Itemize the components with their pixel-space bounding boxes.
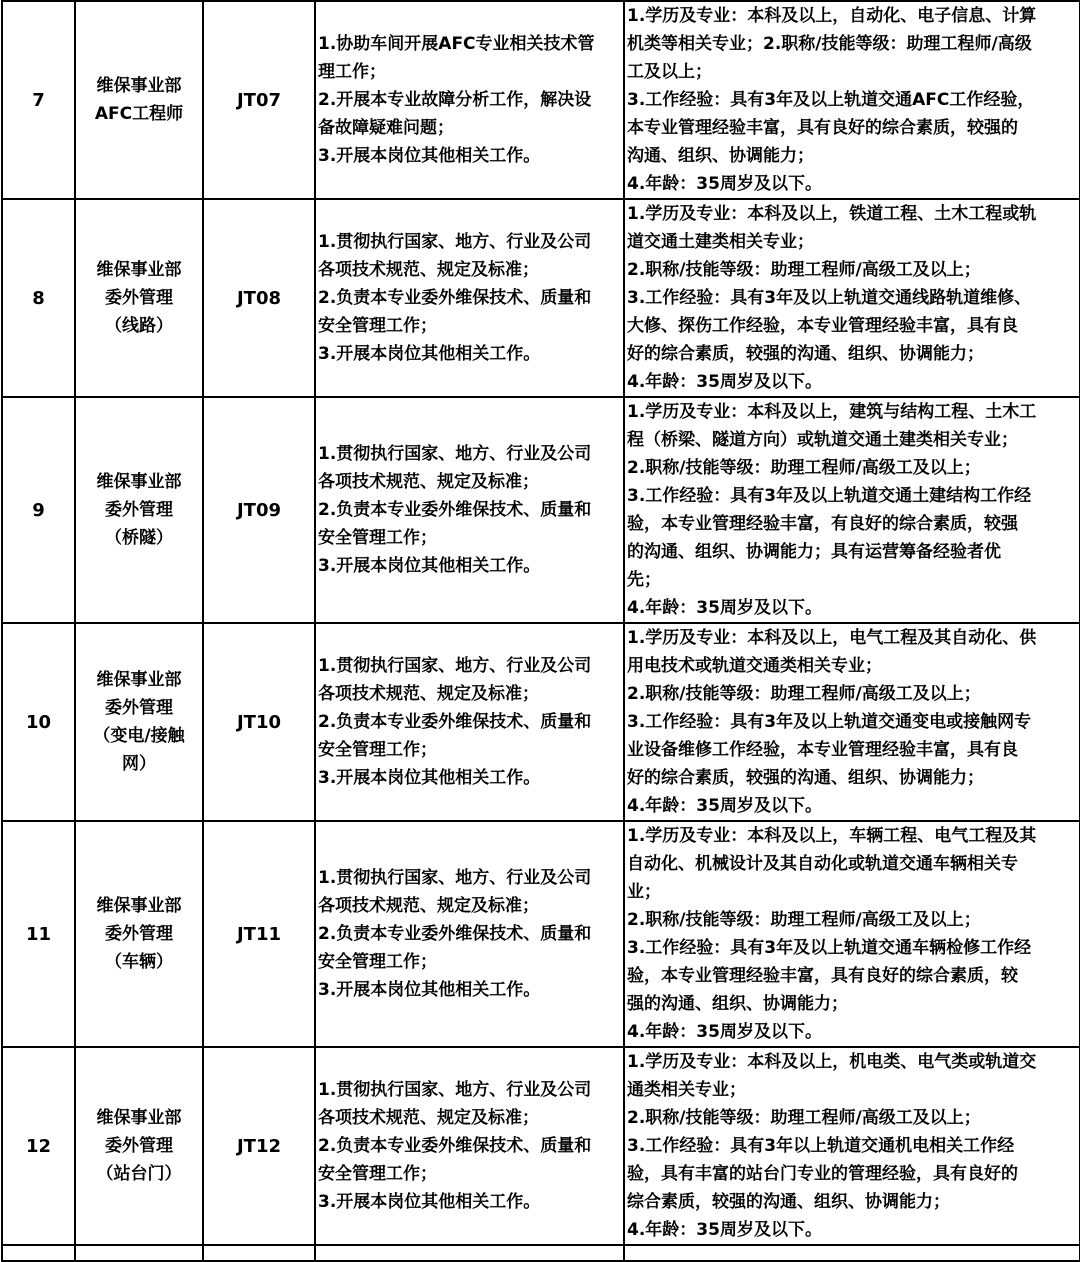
- requirement-line: 1.学历及专业：本科及以上，建筑与结构工程、土木工: [627, 402, 1037, 422]
- requirement-line: 3.工作经验：具有3年以上轨道交通机电相关工作经: [627, 1136, 1015, 1156]
- requirement-line: 沟通、组织、协调能力；: [627, 146, 814, 166]
- table-row: [2, 1047, 1080, 1245]
- duty-line: 1.贯彻执行国家、地方、行业及公司: [318, 444, 592, 464]
- requirement-line: 4.年龄：35周岁及以下。: [627, 598, 822, 618]
- duty-line: 备故障疑难问题；: [318, 118, 454, 138]
- department-line: 委外管理: [105, 500, 173, 520]
- duty-line: 理工作；: [318, 62, 386, 82]
- requirements-cell: [624, 1, 1080, 199]
- row-number-cell: 12: [2, 1047, 75, 1245]
- duty-line: 3.开展本岗位其他相关工作。: [318, 146, 541, 166]
- requirement-line: 验，具有丰富的站台门专业的管理经验，具有良好的: [627, 1164, 1018, 1184]
- requirement-line: 3.工作经验：具有3年及以上轨道交通土建结构工作经: [627, 486, 1032, 506]
- department-line: （线路）: [105, 316, 173, 336]
- duty-line: 3.开展本岗位其他相关工作。: [318, 1192, 541, 1212]
- department-line: 维保事业部: [96, 76, 182, 96]
- duty-line: 各项技术规范、规定及标准；: [318, 472, 539, 492]
- department-cell: [75, 821, 203, 1047]
- duty-line: 1.贯彻执行国家、地方、行业及公司: [318, 1080, 592, 1100]
- requirement-line: 用电技术或轨道交通类相关专业；: [627, 656, 882, 676]
- requirement-line: 工及以上；: [627, 62, 712, 82]
- duties-cell: [315, 1, 624, 199]
- requirement-line: 强的沟通、组织、协调能力；: [627, 994, 848, 1014]
- requirement-line: 通类相关专业；: [627, 1080, 746, 1100]
- row-number-cell: 9: [2, 397, 75, 623]
- table-row: [2, 1, 1080, 199]
- position-code-cell: JT10: [203, 623, 315, 821]
- department-cell: [75, 397, 203, 623]
- requirement-line: 大修、探伤工作经验，本专业管理经验丰富，具有良: [627, 316, 1018, 336]
- requirement-line: 4.年龄：35周岁及以下。: [627, 372, 822, 392]
- table-row-partial: [2, 1245, 1080, 1261]
- position-code-cell: JT12: [203, 1047, 315, 1245]
- requirement-line: 1.学历及专业：本科及以上，车辆工程、电气工程及其: [627, 826, 1037, 846]
- duty-line: 3.开展本岗位其他相关工作。: [318, 980, 541, 1000]
- requirement-line: 1.学历及专业：本科及以上，电气工程及其自动化、供: [627, 628, 1037, 648]
- department-line: 委外管理: [105, 924, 173, 944]
- requirement-line: 道交通土建类相关专业；: [627, 232, 814, 252]
- requirement-line: 2.职称/技能等级：助理工程师/高级工及以上；: [627, 1108, 981, 1128]
- duty-line: 安全管理工作；: [318, 1164, 437, 1184]
- duties-cell: [315, 397, 624, 623]
- requirement-line: 验，本专业管理经验丰富，具有良好的综合素质，较: [627, 966, 1018, 986]
- requirement-line: 3.工作经验：具有3年及以上轨道交通变电或接触网专: [627, 712, 1032, 732]
- department-line: （变电/接触: [93, 726, 185, 746]
- duty-line: 安全管理工作；: [318, 740, 437, 760]
- table-body: [2, 1, 1080, 1261]
- empty-cell: [203, 1245, 315, 1261]
- department-line: 维保事业部: [96, 670, 182, 690]
- requirement-line: 综合素质，较强的沟通、组织、协调能力；: [627, 1192, 950, 1212]
- duty-line: 各项技术规范、规定及标准；: [318, 1108, 539, 1128]
- job-requirements-table: [1, 0, 1080, 1262]
- row-number-cell: 11: [2, 821, 75, 1047]
- table-row: [2, 397, 1080, 623]
- requirement-line: 2.职称/技能等级：助理工程师/高级工及以上；: [627, 458, 981, 478]
- duty-line: 3.开展本岗位其他相关工作。: [318, 768, 541, 788]
- requirement-line: 2.职称/技能等级：助理工程师/高级工及以上；: [627, 260, 981, 280]
- requirement-line: 的沟通、组织、协调能力；具有运营筹备经验者优: [627, 542, 1001, 562]
- duty-line: 1.贯彻执行国家、地方、行业及公司: [318, 868, 592, 888]
- requirement-line: 1.学历及专业：本科及以上，铁道工程、土木工程或轨: [627, 204, 1037, 224]
- duty-line: 2.负责本专业委外维保技术、质量和: [318, 500, 592, 520]
- duty-line: 1.贯彻执行国家、地方、行业及公司: [318, 656, 592, 676]
- position-code-cell: JT11: [203, 821, 315, 1047]
- requirement-line: 自动化、机械设计及其自动化或轨道交通车辆相关专: [627, 854, 1018, 874]
- department-cell: [75, 199, 203, 397]
- position-code-cell: JT08: [203, 199, 315, 397]
- department-line: 委外管理: [105, 1136, 173, 1156]
- position-code-cell: JT09: [203, 397, 315, 623]
- duty-line: 1.协助车间开展AFC专业相关技术管: [318, 34, 595, 54]
- duty-line: 各项技术规范、规定及标准；: [318, 896, 539, 916]
- duty-line: 2.开展本专业故障分析工作，解决设: [318, 90, 592, 110]
- department-cell: [75, 623, 203, 821]
- duty-line: 安全管理工作；: [318, 528, 437, 548]
- requirement-line: 4.年龄：35周岁及以下。: [627, 1220, 822, 1240]
- table-row: [2, 623, 1080, 821]
- duty-line: 2.负责本专业委外维保技术、质量和: [318, 1136, 592, 1156]
- requirement-line: 3.工作经验：具有3年及以上轨道交通AFC工作经验，: [627, 90, 1035, 110]
- empty-cell: [624, 1245, 1080, 1261]
- department-line: 维保事业部: [96, 260, 182, 280]
- duty-line: 安全管理工作；: [318, 316, 437, 336]
- department-line: （站台门）: [96, 1164, 182, 1184]
- department-line: 网）: [122, 754, 156, 774]
- requirement-line: 本专业管理经验丰富，具有良好的综合素质，较强的: [627, 118, 1018, 138]
- requirement-line: 机类等相关专业；2.职称/技能等级：助理工程师/高级: [627, 34, 1032, 54]
- row-number-cell: 10: [2, 623, 75, 821]
- requirement-line: 好的综合素质，较强的沟通、组织、协调能力；: [627, 344, 984, 364]
- requirement-line: 业设备维修工作经验，本专业管理经验丰富，具有良: [627, 740, 1018, 760]
- duty-line: 各项技术规范、规定及标准；: [318, 684, 539, 704]
- position-code-cell: JT07: [203, 1, 315, 199]
- duties-cell: [315, 199, 624, 397]
- department-line: （车辆）: [105, 952, 173, 972]
- empty-cell: [315, 1245, 624, 1261]
- table-row: [2, 199, 1080, 397]
- requirements-cell: [624, 199, 1080, 397]
- duty-line: 1.贯彻执行国家、地方、行业及公司: [318, 232, 592, 252]
- department-line: 委外管理: [105, 698, 173, 718]
- requirement-line: 好的综合素质，较强的沟通、组织、协调能力；: [627, 768, 984, 788]
- requirement-line: 4.年龄：35周岁及以下。: [627, 174, 822, 194]
- duty-line: 3.开展本岗位其他相关工作。: [318, 556, 541, 576]
- duty-line: 2.负责本专业委外维保技术、质量和: [318, 924, 592, 944]
- requirement-line: 3.工作经验：具有3年及以上轨道交通车辆检修工作经: [627, 938, 1032, 958]
- department-cell: [75, 1047, 203, 1245]
- department-line: 维保事业部: [96, 1108, 182, 1128]
- row-number-cell: 8: [2, 199, 75, 397]
- table-row: [2, 821, 1080, 1047]
- department-line: （桥隧）: [105, 528, 173, 548]
- duty-line: 安全管理工作；: [318, 952, 437, 972]
- department-cell: [75, 1, 203, 199]
- requirement-line: 业；: [627, 882, 661, 902]
- row-number-cell: 7: [2, 1, 75, 199]
- department-line: AFC工程师: [94, 104, 184, 124]
- requirement-line: 4.年龄：35周岁及以下。: [627, 1022, 822, 1042]
- department-line: 委外管理: [105, 288, 173, 308]
- requirement-line: 2.职称/技能等级：助理工程师/高级工及以上；: [627, 910, 981, 930]
- requirement-line: 先；: [627, 570, 661, 590]
- requirements-cell: [624, 1047, 1080, 1245]
- requirements-cell: [624, 623, 1080, 821]
- duties-cell: [315, 1047, 624, 1245]
- duties-cell: [315, 821, 624, 1047]
- requirement-line: 3.工作经验：具有3年及以上轨道交通线路轨道维修、: [627, 288, 1032, 308]
- duty-line: 2.负责本专业委外维保技术、质量和: [318, 712, 592, 732]
- empty-cell: [75, 1245, 203, 1261]
- requirement-line: 验，本专业管理经验丰富，有良好的综合素质，较强: [627, 514, 1018, 534]
- requirement-line: 2.职称/技能等级：助理工程师/高级工及以上；: [627, 684, 981, 704]
- empty-cell: [2, 1245, 75, 1261]
- requirement-line: 4.年龄：35周岁及以下。: [627, 796, 822, 816]
- department-line: 维保事业部: [96, 896, 182, 916]
- requirement-line: 程（桥梁、隧道方向）或轨道交通土建类相关专业；: [627, 430, 1018, 450]
- requirements-cell: [624, 397, 1080, 623]
- duty-line: 2.负责本专业委外维保技术、质量和: [318, 288, 592, 308]
- duties-cell: [315, 623, 624, 821]
- requirement-line: 1.学历及专业：本科及以上，自动化、电子信息、计算: [627, 6, 1037, 26]
- requirements-cell: [624, 821, 1080, 1047]
- department-line: 维保事业部: [96, 472, 182, 492]
- duty-line: 各项技术规范、规定及标准；: [318, 260, 539, 280]
- duty-line: 3.开展本岗位其他相关工作。: [318, 344, 541, 364]
- requirement-line: 1.学历及专业：本科及以上，机电类、电气类或轨道交: [627, 1052, 1037, 1072]
